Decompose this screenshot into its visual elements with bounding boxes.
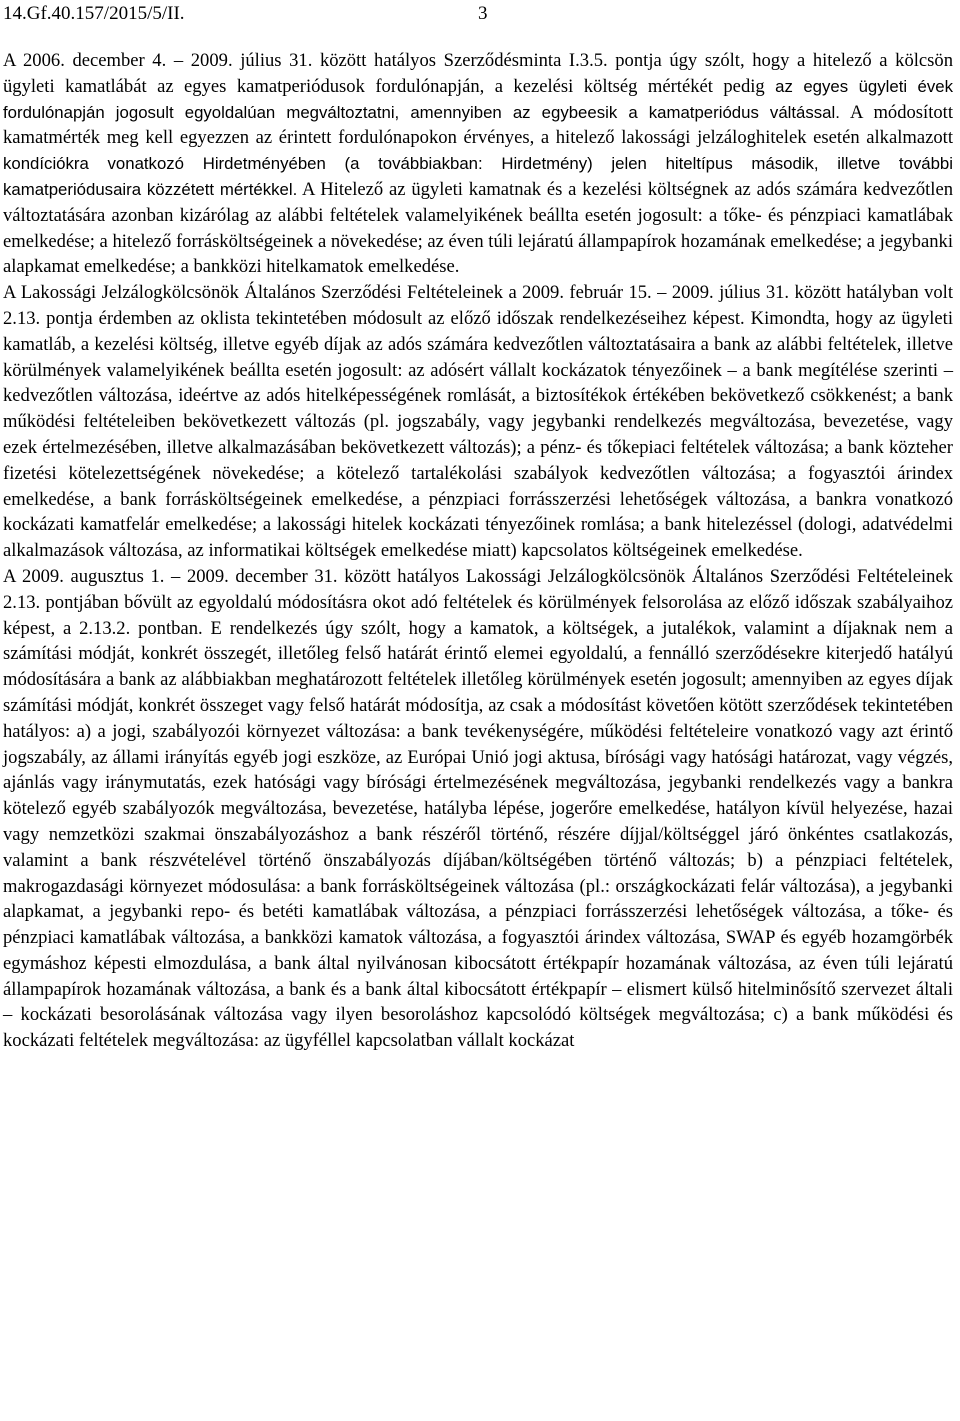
paragraph-contract-template bbox=[3, 48, 953, 280]
paragraph-segment: kondíciókra vonatkozó Hirdetményében (a továbbiakban: Hirdetmény) jelen hiteltípus második, illetve további kamatperiódusaira közzétett mértékkel. bbox=[3, 154, 953, 199]
paragraph-general-terms-aug-2009: A 2009. augusztus 1. – 2009. december 31. között hatályos Lakossági Jelzálogkölcsönök Általános Szerződési Feltételeinek 2.13. pontjában bővült az egyoldalú módosításra okot adó feltételek és körülmények felsorolása az előző időszak szabályaihoz képest, a 2.13.2. pontban. E rendelkezés úgy szólt, hogy a kamatok, a költségek, a jutalékok, valamint a díjaknak nem a számítási módját, konkrét összegét, illetőleg felső határát érintő elemei egyoldalú, a fennálló szerződésekre kiterjedő hatályú módosítására a bank az alábbiakban meghatározott feltételek illetőleg körülmények esetén jogosult; amennyiben az egyes díjak számítási módját, konkrét összeget vagy felső határát módosítja, az csak a módosítást követően kötött szerződések tekintetében hatályos: a) a jogi, szabályozói környezet változása: a bank tevékenységére, működési feltételeire vonatkozó vagy azt érintő jogszabály, az állami irányítás egyéb jogi eszköze, az Európai Unió jogi aktusa, bírósági vagy hatósági határozat, vagy végzés, ajánlás vagy iránymutatás, ezek hatósági vagy bírósági értelmezésének megváltozása, jegybanki rendelkezés vagy a bankra kötelező egyéb szabályozók megváltozása, bevezetése, hatályba lépése, jogerőre emelkedése, hatályon kívül helyezése, hazai vagy nemzetközi szakmai önszabályozáshoz a bank részéről történő, részére díjjal/költséggel járó önkéntes csatlakozás, valamint a bank részvételével történő önszabályozás díjában/költségében történő változás; b) a pénzpiaci feltételek, makrogazdasági környezet módosulása: a bank forrásköltségeinek változása (pl.: országkockázati felár változása), a jegybanki alapkamat, a jegybanki repo- és betéti kamatlábak változása, a pénzpiaci forrásszerzési lehetőségek változása, a tőke- és pénzpiaci kamatlábak változása, a bankközi kamatok változása, a fogyasztói árindex változása, SWAP és egyéb hozamgörbék egymáshoz képesti elmozdulása, a bank által nyilvánosan kibocsátott értékpapír hozamának változása, az éven túli lejáratú állampapírok hozamának változása, a bank és a bank által kibocsátott értékpapír – elismert külső hitelminősítő szervezet általi – kockázati besorolásának változása vagy ilyen besoroláshoz kapcsolódó költségek megváltozása; c) a bank működési és kockázati feltételek megváltozása: az ügyféllel kapcsolatban vállalt kockázat bbox=[3, 565, 953, 1052]
case-reference: 14.Gf.40.157/2015/5/II. bbox=[3, 3, 185, 24]
paragraph-segment: A Hitelező az ügyleti kamatnak és a kezelési költségnek az adós számára kedvezőtlen változtatására azonban kizárólag az alábbi feltételek valamelyikének beállta esetén jogosult: a tőke- és pénzpiaci kamatlábak emelkedése; a hitelező forrásköltségeinek a növekedése; az éven túli lejáratú állampapírok hozamának emelkedése; a jegybanki alapkamat emelkedése; a bankközi hitelkamatok emelkedése. bbox=[3, 178, 953, 278]
paragraph-general-terms-feb-2009: A Lakossági Jelzálogkölcsönök Általános Szerződési Feltételeinek a 2009. február 15. – 2009. július 31. között hatályban volt 2.13. pontja érdemben az oklista tekintetében módosult az előző időszak rendelkezéseihez képest. Kimondta, hogy az ügyleti kamatláb, a kezelési költség, illetve egyéb díjak az adós számára kedvezőtlen változtatásaira a bank az alábbi feltételek, illetve körülmények valamelyikének beállta esetén jogosult: az adósért vállalt kockázatok tényezőinek – a bank megítélése szerinti – kedvezőtlen változása, ideértve az adós hitelképességének romlását, a biztosítékok értékében bekövetkező csökkenést; a bank működési feltételeiben bekövetkezett változás (pl. jogszabály, vagy jegybanki rendelkezés megváltozása, bevezetése, vagy ezek értelmezésében, illetve alkalmazásában bekövetkezett változás); a pénz- és tőkepiaci feltételek változása; a bank közteher fizetési kötelezettségének növekedése; a kötelező tartalékolási szabályok kedvezőtlen változása; a fogyasztói árindex emelkedése, a bank forrásköltségeinek emelkedése, a pénzpiaci forrásszerzési lehetőségek változása, a bankra vonatkozó kockázati kamatfelár emelkedése; a lakossági hitelek kockázati tényezőinek romlása; a bank hitelezéssel (dologi, adatvédelmi alkalmazások változása, az informatikai költségek emelkedése miatt) kapcsolatos költségeinek emelkedése. bbox=[3, 282, 953, 562]
paragraph-segment: A 2006. december 4. – 2009. július 31. között hatályos Szerződésminta I.3.5. pontja úgy szólt, hogy a hitelező a kölcsön ügyleti kamatlábát az egyes kamatperiódusok fordulónapján, a kezelési költség mértékét pedig bbox=[3, 50, 953, 97]
document-body bbox=[3, 48, 953, 1054]
paragraph-segment: az egyes ügyleti évek fordulónapján jogosult egyoldalúan megváltoztatni, amennyiben az egybeesik a kamatperiódus váltással. bbox=[3, 76, 953, 122]
document-page bbox=[3, 0, 953, 1054]
page-header bbox=[3, 0, 953, 40]
paragraph-segment: A módosított kamatmérték meg kell egyezzen az érintett fordulónapokon érvényes, a hitelező lakossági jelzáloghitelek esetén alkalmazott bbox=[3, 101, 953, 149]
page-number: 3 bbox=[478, 3, 488, 24]
